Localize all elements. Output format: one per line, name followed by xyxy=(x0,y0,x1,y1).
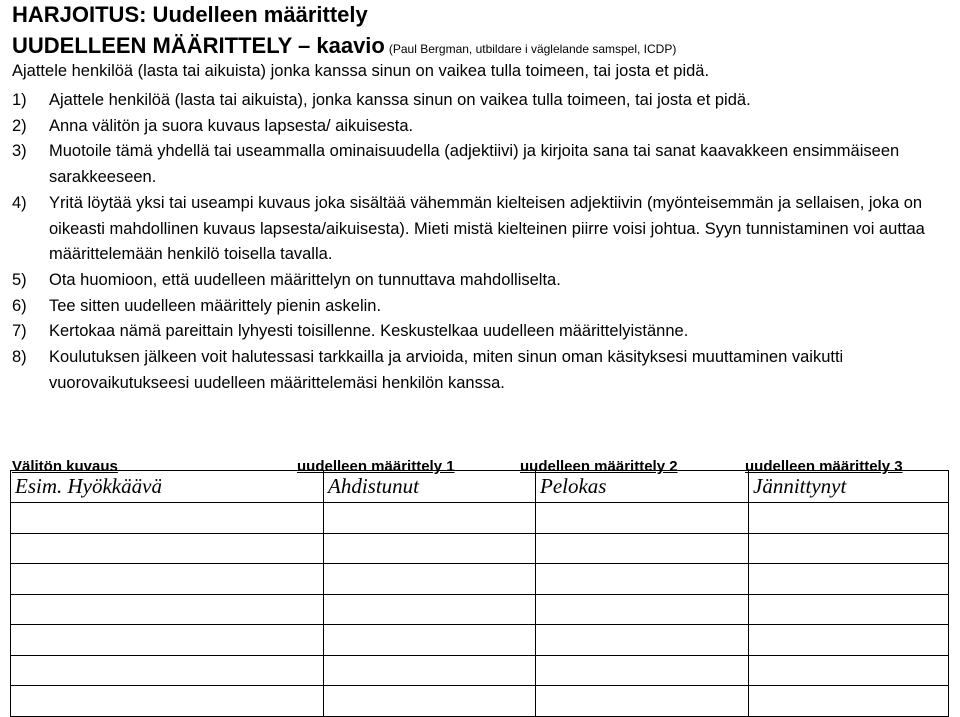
table-row xyxy=(11,564,949,595)
step-1 xyxy=(12,88,947,114)
table-cell-empty[interactable] xyxy=(536,625,749,656)
table-cell-empty[interactable] xyxy=(536,564,749,595)
table-cell-empty[interactable] xyxy=(11,625,324,656)
step-number: 8) xyxy=(12,348,27,367)
table-cell-empty[interactable] xyxy=(536,503,749,534)
table-row-example xyxy=(11,471,949,503)
table-row xyxy=(11,655,949,686)
steps-list xyxy=(12,88,947,396)
step-number: 1) xyxy=(12,91,27,109)
table-cell-empty[interactable] xyxy=(749,655,949,686)
table-row xyxy=(11,625,949,656)
table-cell-empty[interactable] xyxy=(536,655,749,686)
table-cell: Jännittynyt xyxy=(749,471,949,503)
table-cell-empty[interactable] xyxy=(324,564,536,595)
column-header-redefinition-3: uudelleen määrittely 3 xyxy=(745,458,903,475)
table-cell-empty[interactable] xyxy=(536,686,749,717)
step-text: Kertokaa nämä pareittain lyhyesti toisillenne. Keskustelkaa uudelleen määrittelyistänne. xyxy=(49,322,689,341)
chart-title-main: UUDELLEEN MÄÄRITTELY – kaavio xyxy=(12,33,385,58)
table-row xyxy=(11,686,949,717)
step-number: 5) xyxy=(12,270,27,289)
table-cell: Esim. Hyökkäävä xyxy=(11,471,324,503)
step-text: Ota huomioon, että uudelleen määrittelyn on tunnuttava mahdolliselta. xyxy=(49,270,561,289)
step-text: Ajattele henkilöä (lasta tai aikuista), jonka kanssa sinun on vaikea tulla toimeen, tai josta et pidä. xyxy=(49,91,751,109)
chart-source: (Paul Bergman, utbildare i väglelande samspel, ICDP) xyxy=(388,42,677,56)
step-8 xyxy=(12,345,947,396)
table-cell-empty[interactable] xyxy=(749,686,949,717)
table-cell-empty[interactable] xyxy=(324,686,536,717)
column-header-direct-description: Välitön kuvaus xyxy=(12,458,118,475)
table-cell: Ahdistunut xyxy=(324,471,536,503)
column-header-redefinition-1: uudelleen määrittely 1 xyxy=(297,458,455,475)
step-number: 2) xyxy=(12,116,27,135)
step-text: Anna välitön ja suora kuvaus lapsesta/ aikuisesta. xyxy=(49,116,414,135)
table-row xyxy=(11,594,949,625)
table-row xyxy=(11,533,949,564)
table-cell-empty[interactable] xyxy=(749,594,949,625)
table-cell-empty[interactable] xyxy=(11,503,324,534)
table-cell-empty[interactable] xyxy=(324,655,536,686)
redefinition-table xyxy=(10,470,949,717)
step-text: Muotoile tämä yhdellä tai useammalla ominaisuudella (adjektiivi) ja kirjoita sana tai sanat kaavakkeen ensimmäiseen sarakkeeseen. xyxy=(49,142,900,187)
step-4 xyxy=(12,191,947,268)
table-cell-empty[interactable] xyxy=(11,594,324,625)
table-cell-empty[interactable] xyxy=(324,625,536,656)
page-title: HARJOITUS: Uudelleen määrittely xyxy=(12,2,368,27)
step-number: 3) xyxy=(12,142,27,161)
table-cell-empty[interactable] xyxy=(749,625,949,656)
table-cell: Pelokas xyxy=(536,471,749,503)
step-text: Tee sitten uudelleen määrittely pienin askelin. xyxy=(49,296,382,315)
step-text: Koulutuksen jälkeen voit halutessasi tarkkailla ja arvioida, miten sinun oman käsityksesi muuttaminen vaikutti vuorovaikutukseesi uudelleen määrittelemäsi henkilön kanssa. xyxy=(49,348,844,392)
intro-text: Ajattele henkilöä (lasta tai aikuista) jonka kanssa sinun on vaikea tulla toimeen, tai josta et pidä. xyxy=(12,62,710,80)
table-cell-empty[interactable] xyxy=(536,594,749,625)
table-cell-empty[interactable] xyxy=(324,594,536,625)
table-cell-empty[interactable] xyxy=(11,533,324,564)
step-7 xyxy=(12,319,947,345)
table-empty-rows xyxy=(11,503,949,717)
step-6 xyxy=(12,294,947,320)
step-3 xyxy=(12,139,947,190)
table-cell-empty[interactable] xyxy=(749,503,949,534)
step-number: 4) xyxy=(12,193,27,212)
step-text: Yritä löytää yksi tai useampi kuvaus joka sisältää vähemmän kielteisen adjektiivin (myönteisemmän ja sellaisen, joka on oikeasti mahdollinen kuvaus lapsesta/aikuisesta). Mieti mistä kielteinen piirre voisi johtua. Syyn tunnistaminen voi auttaa määrittelemään henkilö toisella tavalla. xyxy=(49,193,925,264)
table-cell-empty[interactable] xyxy=(11,686,324,717)
step-5 xyxy=(12,268,947,294)
table-row xyxy=(11,503,949,534)
table-cell-empty[interactable] xyxy=(536,533,749,564)
table-cell-empty[interactable] xyxy=(11,655,324,686)
table-cell-empty[interactable] xyxy=(749,533,949,564)
chart-title xyxy=(12,33,676,59)
step-2 xyxy=(12,114,947,140)
table-cell-empty[interactable] xyxy=(324,533,536,564)
step-number: 6) xyxy=(12,296,27,315)
column-header-redefinition-2: uudelleen määrittely 2 xyxy=(520,458,678,475)
table-cell-empty[interactable] xyxy=(11,564,324,595)
table-cell-empty[interactable] xyxy=(324,503,536,534)
table-cell-empty[interactable] xyxy=(749,564,949,595)
step-number: 7) xyxy=(12,322,27,341)
